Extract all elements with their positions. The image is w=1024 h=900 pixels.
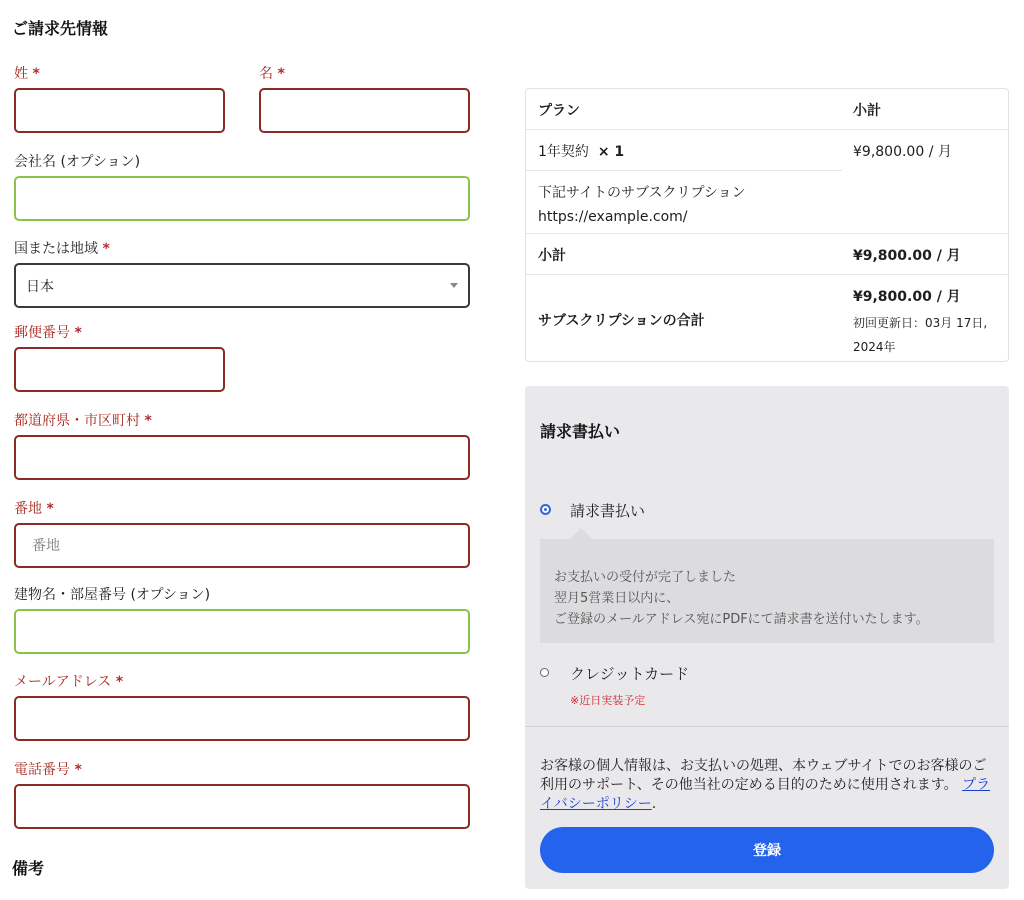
credit-card-option-label[interactable]: クレジットカード [570, 665, 690, 683]
phone-input[interactable] [14, 784, 470, 829]
company-label: 会社名 (オプション) [14, 154, 141, 170]
invoice-radio[interactable] [540, 504, 551, 515]
required-mark: * [32, 66, 40, 82]
item-description-line1: 下記サイトのサブスクリプション [538, 185, 746, 201]
required-mark: * [46, 501, 54, 517]
required-mark: * [102, 241, 110, 257]
required-mark: * [144, 413, 152, 429]
item-description-url: https://example.com/ [538, 209, 688, 225]
first-name-label [259, 63, 285, 83]
postcode-input[interactable] [14, 347, 225, 392]
order-summary-table [525, 88, 1009, 362]
address1-input[interactable] [14, 523, 470, 568]
company-input[interactable] [14, 176, 470, 221]
email-label-text: メールアドレス [14, 674, 112, 690]
divider [526, 233, 1008, 234]
country-selected-value: 日本 [26, 278, 54, 295]
address1-label [14, 498, 54, 518]
postcode-label [14, 322, 82, 342]
notes-title: 備考 [12, 859, 45, 878]
last-name-label-text: 姓 [14, 66, 28, 82]
required-mark: * [74, 762, 82, 778]
subtotal-label: 小計 [538, 248, 566, 264]
invoice-description-text [554, 567, 929, 630]
divider [526, 170, 842, 171]
payment-title: 請求書払い [540, 422, 621, 441]
privacy-notice [540, 757, 994, 814]
item-quantity: × 1 [597, 144, 625, 160]
item-name [538, 141, 624, 161]
city-input[interactable] [14, 435, 470, 480]
item-name-text: 1年契約 [538, 144, 589, 160]
first-name-label-text: 名 [259, 66, 273, 82]
email-label [14, 671, 123, 691]
required-mark: * [277, 66, 285, 82]
country-label [14, 238, 110, 258]
required-mark: * [115, 674, 124, 690]
postcode-label-text: 郵便番号 [14, 325, 70, 341]
description-pointer [570, 528, 592, 539]
divider [526, 274, 1008, 275]
country-select[interactable] [14, 263, 470, 308]
invoice-description-line2: 翌月5営業日以内に、 [554, 591, 680, 606]
divider [526, 129, 1008, 130]
divider [525, 726, 1009, 727]
credit-card-radio[interactable] [540, 668, 549, 677]
item-price: ¥9,800.00 / 月 [853, 144, 952, 160]
col-plan-header: プラン [538, 103, 580, 119]
address2-label: 建物名・部屋番号 (オプション) [14, 587, 211, 603]
last-name-label [14, 63, 40, 83]
invoice-option-label[interactable]: 請求書払い [570, 502, 646, 520]
total-label: サブスクリプションの合計 [538, 313, 705, 329]
privacy-notice-text: お客様の個人情報は、お支払いの処理、本ウェブサイトでのお客様のご利用のサポート、その他当社の定める目的のために使用されます。 [540, 758, 987, 793]
country-label-text: 国または地域 [14, 241, 98, 257]
subtotal-value: ¥9,800.00 / 月 [853, 248, 961, 264]
address2-input[interactable] [14, 609, 470, 654]
phone-label-text: 電話番号 [14, 762, 70, 778]
renewal-date [853, 311, 987, 359]
dropdown-caret-icon [450, 283, 458, 288]
invoice-description-line1: お支払いの受付が完了しました [554, 570, 737, 585]
renewal-date-line2: 2024年 [853, 340, 896, 354]
phone-label [14, 759, 82, 779]
required-mark: * [74, 325, 82, 341]
privacy-policy-link[interactable]: プライバシーポリシー [540, 777, 991, 812]
first-name-input[interactable] [259, 88, 470, 133]
submit-button[interactable]: 登録 [540, 827, 994, 873]
invoice-description-line3: ご登録のメールアドレス宛にPDFにて請求書を送付いたします。 [554, 612, 929, 627]
privacy-period: . [651, 796, 657, 812]
billing-title: ご請求先情報 [12, 19, 109, 38]
invoice-description [540, 539, 994, 643]
payment-panel [525, 386, 1009, 889]
total-value: ¥9,800.00 / 月 [853, 289, 961, 305]
item-description [538, 181, 746, 229]
email-input[interactable] [14, 696, 470, 741]
renewal-date-line1: 初回更新日：03月 17日, [853, 316, 988, 330]
city-label [14, 410, 152, 430]
address1-label-text: 番地 [14, 501, 42, 517]
last-name-input[interactable] [14, 88, 225, 133]
credit-card-note: ※近日実装予定 [570, 694, 646, 707]
city-label-text: 都道府県・市区町村 [14, 413, 140, 429]
col-subtotal-header: 小計 [853, 103, 881, 119]
